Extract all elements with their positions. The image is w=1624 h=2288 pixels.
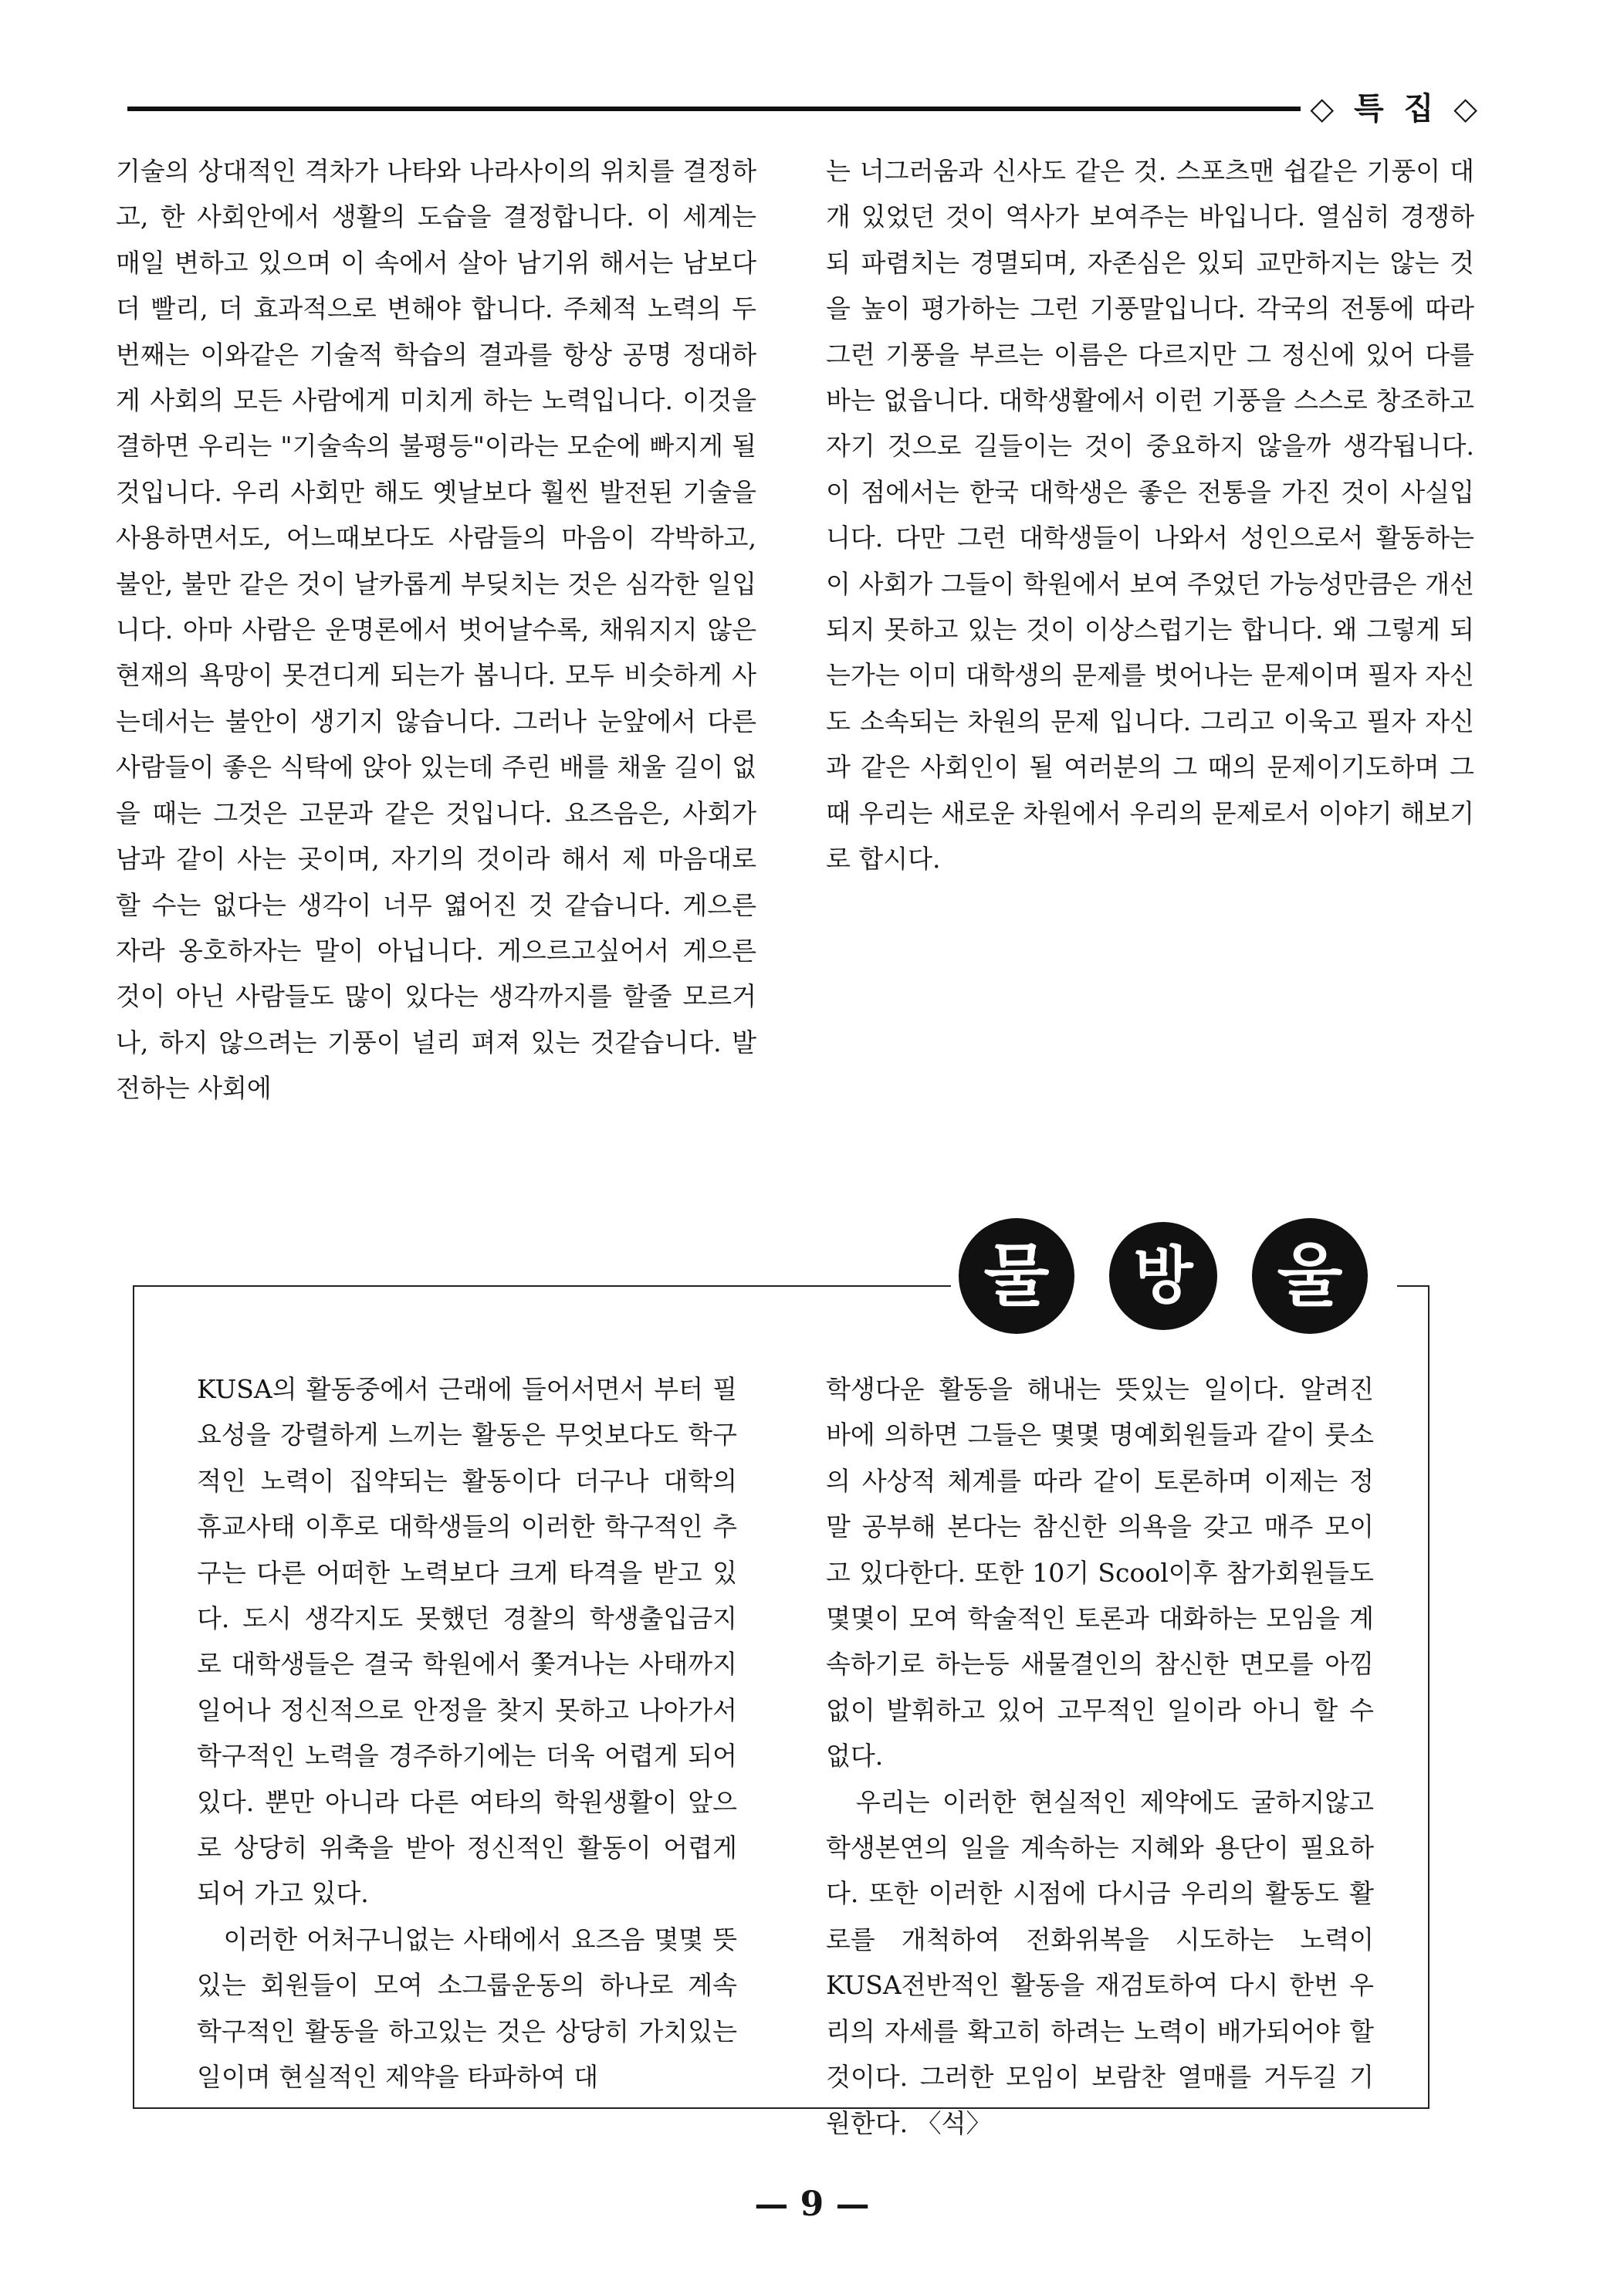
column-right-text: 학생다운 활동을 해내는 뜻있는 일이다. 알려진 바에 의하면 그들은 몇몇 명예회원들과 같이 룻소의 사상적 체계를 따라 같이 토론하며 이제는 정말 공부해 본다는 참신한 의욕을 갖고 매주 모이고 있다한다. 또한 10기 Scool이후 참가회원들도 몇몇이 모여 학술적인 토론과 대화하는 모임을 계속하기로 하는등 새물결인의 참신한 면모를 아낌없이 발휘하고 있어 고무적인 일이라 아니 할 수 없다. 우리는 이러한 현실적인 제약에도 굴하지않고 학생본연의 일을 계속하는 지혜와 용단이 필요하다. 또한 이러한 시점에 다시금 우리의 활동도 활로를 개척하여 전화위복을 시도하는 노력이 KUSA전반적인 활동을 재검토하여 다시 한번 우리의 자세를 확고히 하려는 노력이 배가되어야 할 것이다. 그러한 모임이 보람찬 열매를 거두길 기원한다. 〈석〉 <box>826 1374 1374 2138</box>
title-badge: 울 <box>1252 1218 1368 1334</box>
page-header <box>127 86 1482 133</box>
title-badge: 물 <box>959 1218 1074 1334</box>
article-right-column: 는 너그러움과 신사도 같은 것. 스포츠맨 쉽같은 기풍이 대개 있었던 것이 역사가 보여주는 바입니다. 열심히 경쟁하되 파렴치는 경멸되며, 자존심은 있되 교만하지는 않는 것을 높이 평가하는 그런 기풍말입니다. 각국의 전통에 따라 그런 기풍을 부르는 이름은 다르지만 그 정신에 있어 다를 바는 없읍니다. 대학생활에서 이런 기풍을 스스로 창조하고 자기 것으로 길들이는 것이 중요하지 않을까 생각됩니다. 이 점에서는 한국 대학생은 좋은 전통을 가진 것이 사실입니다. 다만 그런 대학생들이 나와서 성인으로서 활동하는 이 사회가 그들이 학원에서 보여 주었던 가능성만큼은 개선되지 못하고 있는 것이 이상스럽기는 합니다. 왜 그렇게 되는가는 이미 대학생의 문제를 벗어나는 문제이며 필자 자신도 소속되는 차원의 문제 입니다. 그리고 이욱고 필자 자신과 같은 사회인이 될 여러분의 그 때의 문제이기도하며 그때 우리는 새로운 차원에서 우리의 문제로서 이야기 해보기로 합시다. <box>826 156 1475 875</box>
title-badge: 방 <box>1109 1222 1217 1330</box>
header-rule <box>127 107 1301 111</box>
column-title <box>951 1218 1397 1342</box>
column-left-text: KUSA의 활동중에서 근래에 들어서면서 부터 필요성을 강렬하게 느끼는 활동은 무엇보다도 학구적인 노력이 집약되는 활동이다 더구나 대학의 휴교사태 이후로 대학생들의 이러한 학구적인 추구는 다른 어떠한 노력보다 크게 타격을 받고 있다. 도시 생각지도 못했던 경찰의 학생출입금지로 대학생들은 결국 학원에서 쫓겨나는 사태까지 일어나 정신적으로 안정을 찾지 못하고 나아가서 학구적인 노력을 경주하기에는 더욱 어렵게 되어있다. 뿐만 아니라 다른 여타의 학원생활이 앞으로 상당히 위축을 받아 정신적인 활동이 어렵게 되어 가고 있다. 이러한 어처구니없는 사태에서 요즈음 몇몇 뜻있는 회원들이 모여 소그룹운동의 하나로 계속 학구적인 활동을 하고있는 것은 상당히 가치있는 일이며 현실적인 제약을 타파하여 대 <box>197 1374 737 2093</box>
column-box-top-border-right <box>1397 1285 1428 1287</box>
article-left-column: 기술의 상대적인 격차가 나타와 나라사이의 위치를 결정하고, 한 사회안에서 생활의 도습을 결정합니다. 이 세계는 매일 변하고 있으며 이 속에서 살아 남기위 해서는 남보다 더 빨리, 더 효과적으로 변해야 합니다. 주체적 노력의 두번째는 이와같은 기술적 학습의 결과를 항상 공명 정대하게 사회의 모든 사람에게 미치게 하는 노력입니다. 이것을 결하면 우리는 "기술속의 불평등"이라는 모순에 빠지게 될 것입니다. 우리 사회만 해도 옛날보다 훨씬 발전된 기술을 사용하면서도, 어느때보다도 사람들의 마음이 각박하고, 불안, 불만 같은 것이 날카롭게 부딪치는 것은 심각한 일입니다. 아마 사람은 운명론에서 벗어날수록, 채워지지 않은 현재의 욕망이 못견디게 되는가 봅니다. 모두 비슷하게 사는데서는 불안이 생기지 않습니다. 그러나 눈앞에서 다른 사람들이 좋은 식탁에 앉아 있는데 주린 배를 채울 길이 없을 때는 그것은 고문과 같은 것입니다. 요즈음은, 사회가 남과 같이 사는 곳이며, 자기의 것이라 해서 제 마음대로 할 수는 없다는 생각이 너무 엷어진 것 같습니다. 게으른 자라 옹호하자는 말이 아닙니다. 게으르고싶어서 게으른 것이 아닌 사람들도 많이 있다는 생각까지를 할줄 모르거나, 하지 않으려는 기풍이 널리 펴져 있는 것같습니다. 발전하는 사회에 <box>116 156 756 1104</box>
section-label: ◇ 특 집 ◇ <box>1310 91 1482 127</box>
page-number: — 9 — <box>754 2185 870 2224</box>
column-box-top-border <box>133 1285 951 1287</box>
